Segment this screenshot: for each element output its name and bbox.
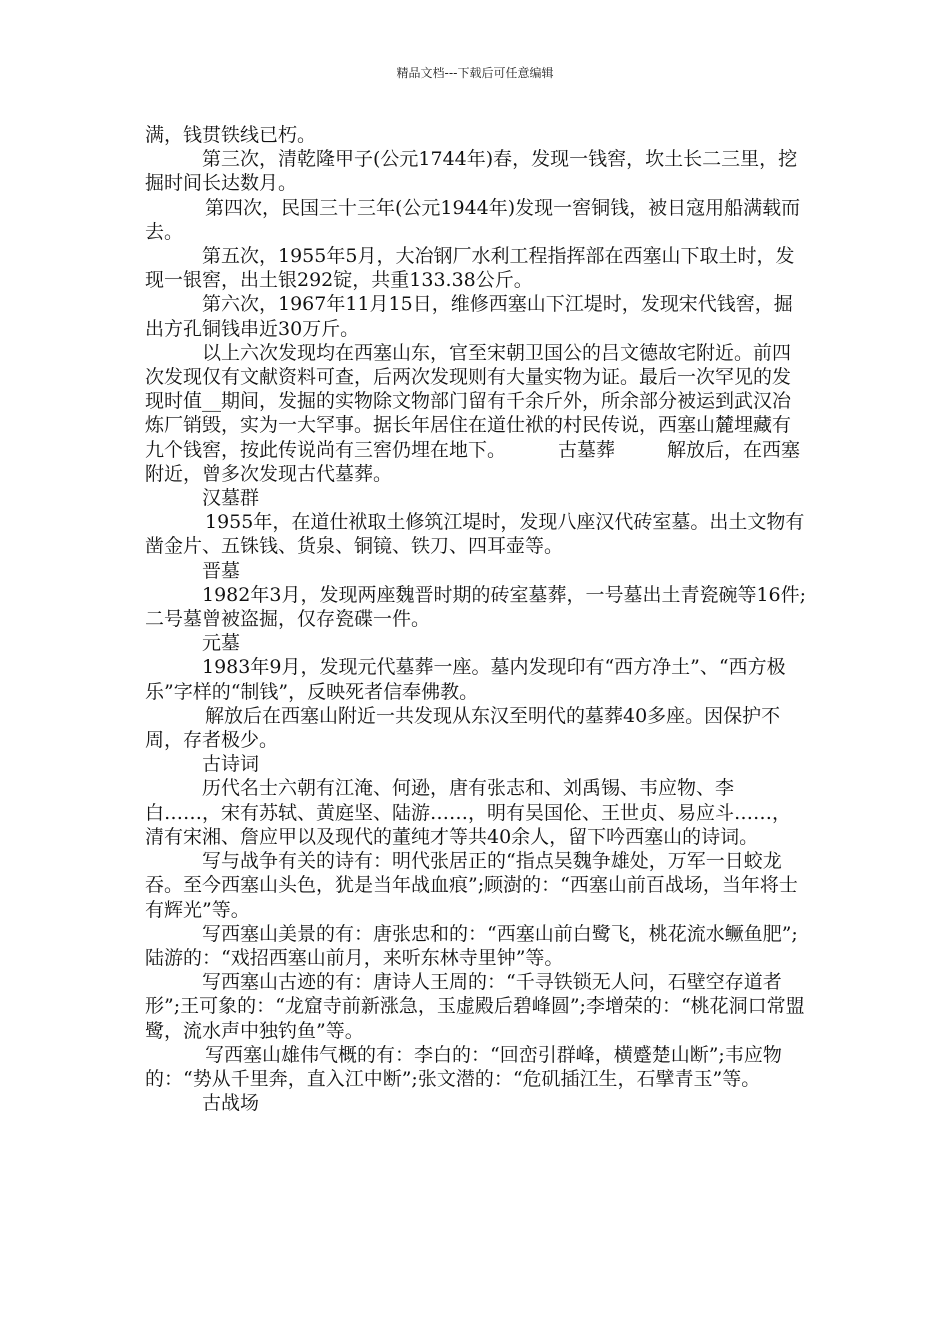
- section-heading: 古墓葬: [558, 438, 616, 461]
- paragraph: 写与战争有关的诗有：明代张居正的“指点吴魏争雄处，万军一日蛟龙吞。至今西塞山头色，犹是当年战血痕”;顾澍的：“西塞山前百战场，当年将士有辉光”等。: [145, 850, 798, 921]
- paragraph: 写西塞山古迹的有：唐诗人王周的：“千寻铁锁无人问，石壁空存道者形”;王可象的：“龙窟寺前新涨急，玉虚殿后碧峰圆”;李增荣的：“桃花洞口常盟鹭，流水声中独钓鱼”等。: [145, 971, 805, 1042]
- document-body: [145, 123, 807, 1115]
- paragraph: [145, 341, 807, 486]
- paragraph: 1983年9月，发现元代墓葬一座。墓内发现印有“西方净土”、“西方极乐”字样的“制钱”，反映死者信奉佛教。: [145, 656, 786, 703]
- section-heading: 晋墓: [202, 559, 241, 582]
- paragraph: 第五次，1955年5月，大冶钢厂水利工程指挥部在西塞山下取土时，发现一银窖，出土银292锭，共重133.38公斤。: [145, 245, 795, 292]
- paragraph: 满，钱贯铁线已朽。: [145, 124, 317, 146]
- section-heading: 古战场: [202, 1092, 260, 1115]
- paragraph: 第四次，民国三十三年(公元1944年)发现一窖铜钱，被日寇用船满载而去。: [145, 196, 801, 243]
- section-heading: 汉墓群: [202, 487, 260, 510]
- page-header: 精品文档---下载后可任意编辑: [396, 66, 554, 80]
- paragraph: 1955年，在道仕袱取土修筑江堤时，发现八座汉代砖室墓。出土文物有凿金片、五铢钱、货泉、铜镜、铁刀、四耳壶等。: [145, 511, 805, 558]
- paragraph-text: 解放后，在西塞附近，曾多次发现古代墓葬。: [145, 438, 801, 485]
- section-heading: 古诗词: [202, 753, 260, 776]
- paragraph-text: 以上六次发现均在西塞山东，官至宋朝卫国公的吕文德故宅附近。前四次发现仅有文献资料可查，后两次发现则有大量实物为证。最后一次罕见的发现时值__期间，发掘的实物除文物部门留有千余斤外，所余部分被运到武汉冶炼厂销毁，实为一大罕事。据长年居住在道仕袱的村民传说，西塞山麓埋藏有九个钱窖，按此传说尚有三窖仍埋在地下。: [145, 341, 792, 461]
- paragraph: 第三次，清乾隆甲子(公元1744年)春，发现一钱窖，坎土长二三里，挖掘时间长达数月。: [145, 148, 798, 195]
- paragraph: 1982年3月，发现两座魏晋时期的砖室墓葬，一号墓出土青瓷碗等16件;二号墓曾被盗掘，仅存瓷碟一件。: [145, 583, 807, 631]
- paragraph: 写西塞山美景的有：唐张忠和的：“西塞山前白鹭飞，桃花流水鳜鱼肥”;陆游的：“戏招西塞山前月，来听东林寺里钟”等。: [145, 922, 798, 969]
- paragraph: 写西塞山雄伟气概的有：李白的：“回峦引群峰，横蹙楚山断”;韦应物的：“势从千里奔，直入江中断”;张文潜的：“危矶插江生，石擘青玉”等。: [145, 1043, 782, 1090]
- paragraph: 第六次，1967年11月15日，维修西塞山下江堤时，发现宋代钱窖，掘出方孔铜钱串近30万斤。: [145, 293, 793, 340]
- paragraph: 解放后在西塞山附近一共发现从东汉至明代的墓葬40多座。因保护不周，存者极少。: [145, 704, 781, 752]
- paragraph: 历代名士六朝有江淹、何逊，唐有张志和、刘禹锡、韦应物、李白……，宋有苏轼、黄庭坚、陆游……，明有吴国伦、王世贞、易应斗……，清有宋湘、詹应甲以及现代的董纯才等共40余人，留下吟西塞山的诗词。: [145, 777, 792, 848]
- section-heading: 元墓: [202, 632, 241, 655]
